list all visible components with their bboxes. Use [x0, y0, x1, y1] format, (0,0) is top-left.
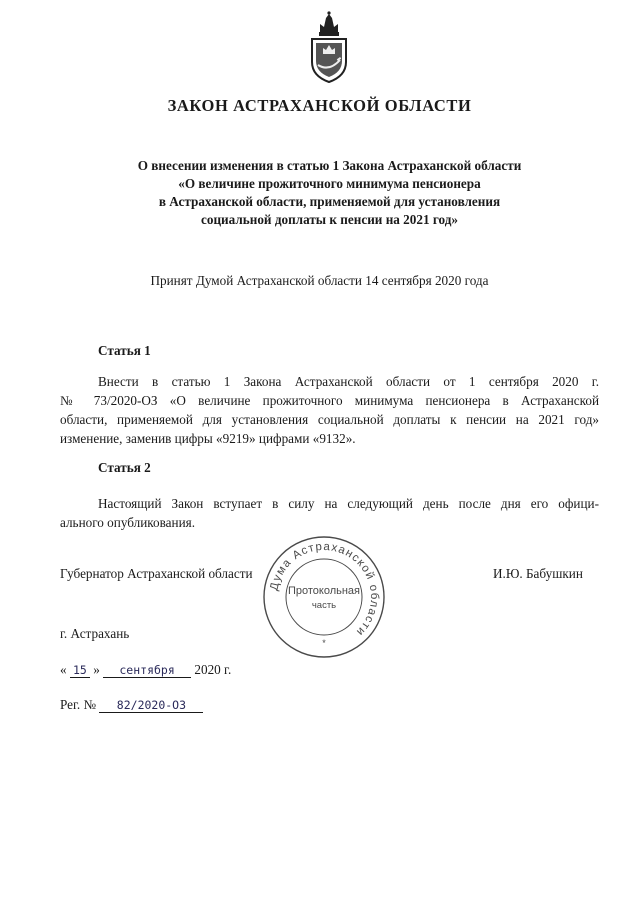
law-title: ЗАКОН АСТРАХАНСКОЙ ОБЛАСТИ: [167, 96, 472, 115]
text-line: ального опубликования.: [60, 515, 195, 530]
date-day: 15: [70, 664, 90, 678]
adoption-note: Принят Думой Астраханской области 14 сентября 2020 года: [150, 273, 489, 288]
article-2-text: [60, 494, 599, 532]
date-open-quote: «: [60, 662, 67, 677]
registration-label: Рег. №: [60, 697, 97, 712]
stamp-center-line2: часть: [311, 600, 337, 611]
article-1-text: [60, 372, 599, 448]
stamp-star: *: [322, 638, 326, 648]
coat-of-arms-icon: [306, 10, 352, 86]
governor-name: И.Ю. Бабушкин: [493, 566, 583, 581]
text-line: Настоящий Закон вступает в силу на следующий день после дня его офици-: [98, 496, 599, 511]
stamp-ring-text: Дума Астраханской области: [268, 540, 381, 639]
place-of-signing: г. Астрахань: [60, 626, 130, 641]
registration-number: [60, 697, 203, 713]
official-stamp: [262, 535, 386, 659]
registration-value: 82/2020-ОЗ: [99, 699, 203, 713]
subtitle-line: социальной доплаты к пенсии на 2021 год»: [201, 212, 458, 227]
subtitle-line: О внесении изменения в статью 1 Закона Астраханской области: [137, 158, 522, 173]
stamp-inner-ring: [286, 559, 362, 635]
subtitle-line: «О величине прожиточного минимума пенсионера: [178, 176, 481, 191]
article-1-heading: Статья 1: [98, 343, 151, 358]
subtitle-line: в Астраханской области, применяемой для установления: [158, 194, 501, 209]
text-line: № 73/2020-ОЗ «О величине прожиточного минимума пенсионера в Астраханской: [60, 393, 599, 408]
governor-label: Губернатор Астраханской области: [60, 566, 253, 581]
text-line: области, применяемой для установления социальной доплаты к пенсии на 2021 год»: [60, 412, 599, 427]
signing-date: [60, 662, 231, 678]
law-subtitle: [60, 157, 599, 229]
text-line: Внести в статью 1 Закона Астраханской области от 1 сентября 2020 г.: [98, 374, 599, 389]
stamp-center-line1: Протокольная: [287, 585, 361, 597]
text-line: изменение, заменив цифры «9219» цифрами «9132».: [60, 431, 356, 446]
date-month: сентября: [103, 664, 191, 678]
date-close-quote: »: [93, 662, 100, 677]
article-2-heading: Статья 2: [98, 460, 151, 475]
date-year: 2020 г.: [194, 662, 232, 677]
